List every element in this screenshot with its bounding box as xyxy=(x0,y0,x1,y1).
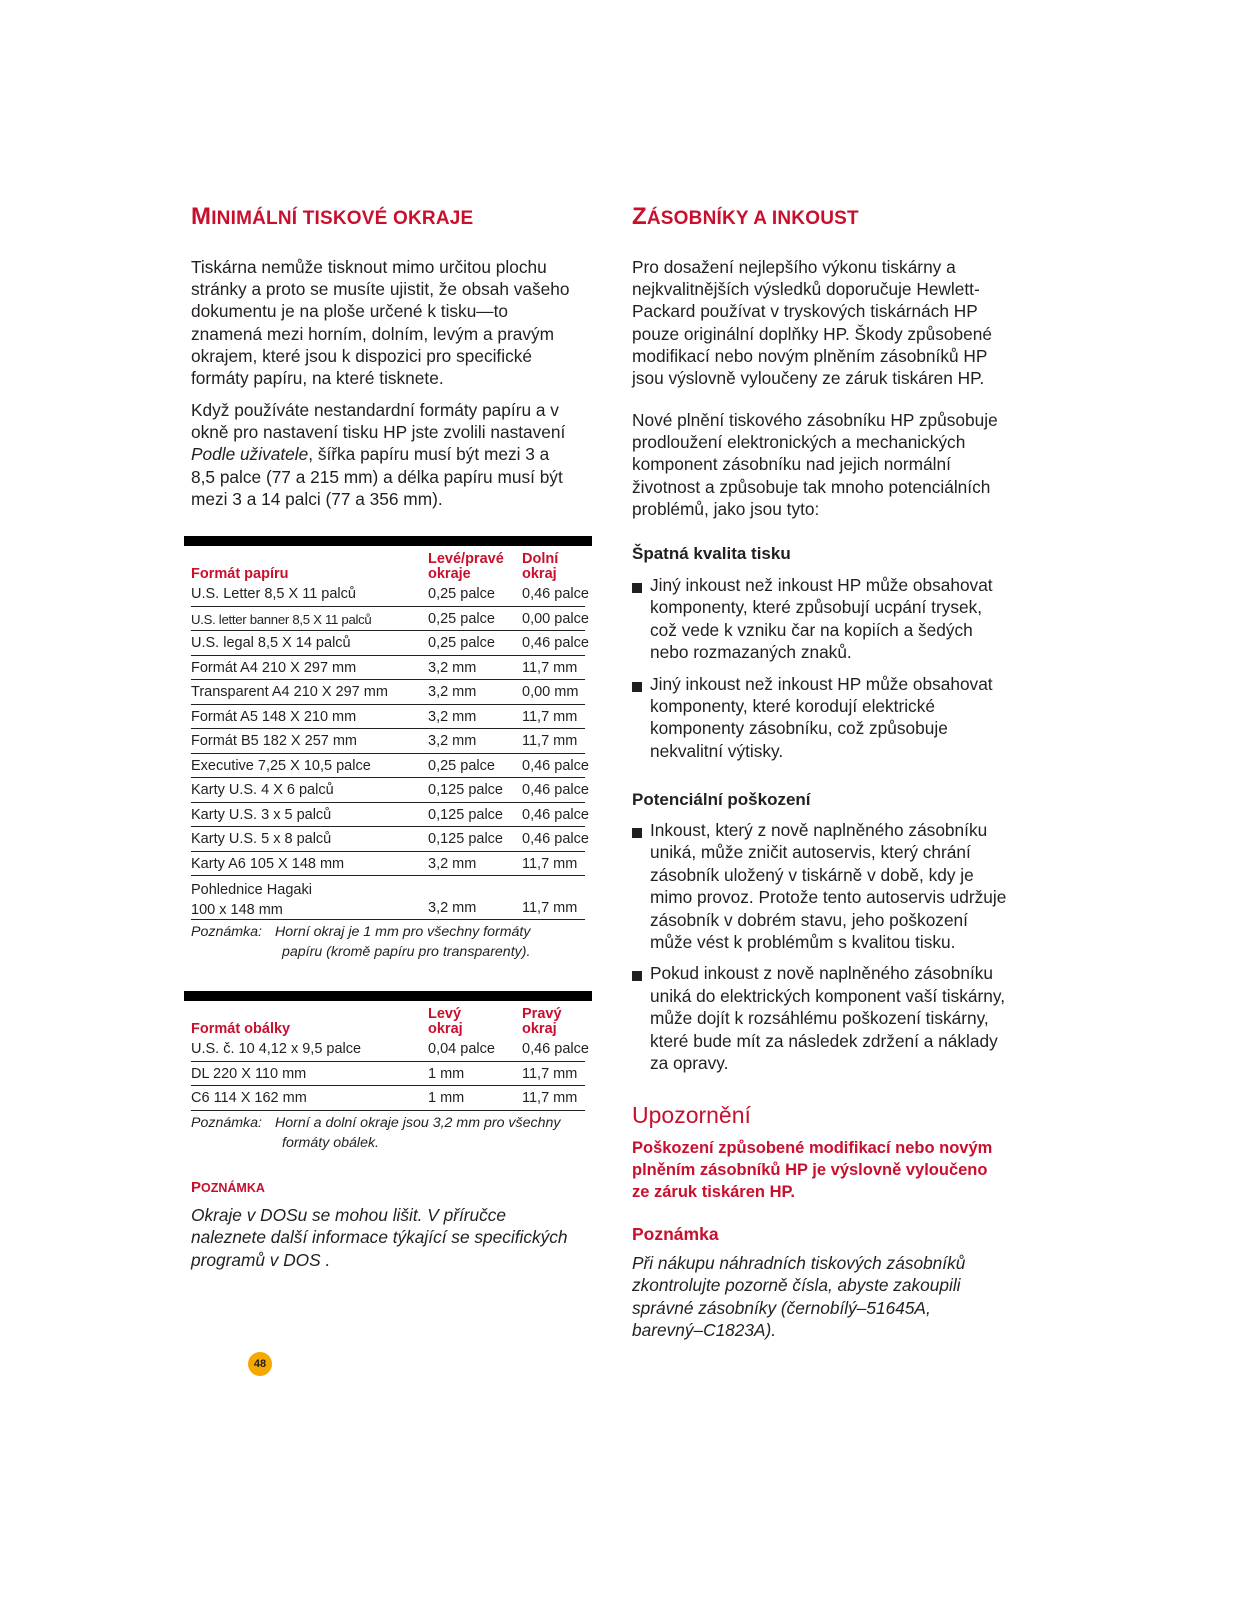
potential-damage-list xyxy=(632,819,1042,1083)
cell-format: Formát A4 210 X 297 mm xyxy=(191,659,357,676)
text-span: , šířka papíru musí být mezi 3 a xyxy=(308,444,550,465)
cell-margin: 11,7 mm xyxy=(522,900,578,916)
bullet-square-icon xyxy=(632,583,642,593)
text-line: modifikací nebo novým plněním zásobníků HP xyxy=(632,345,988,366)
cell-format: Karty U.S. 4 X 6 palců xyxy=(191,782,334,798)
note-line: formáty obálek. xyxy=(282,1134,379,1151)
text-line: nebo rozmazaných znaků. xyxy=(650,642,852,663)
text-line: programů v DOS . xyxy=(191,1249,331,1270)
note-line: Horní a dolní okraje jsou 3,2 mm pro všechny xyxy=(275,1114,561,1131)
text-line: komponenty zásobníku, což způsobuje xyxy=(650,718,948,739)
cell-format: Karty U.S. 5 x 8 palců xyxy=(191,831,332,847)
bullet-square-icon xyxy=(632,828,642,838)
text-line: Když používáte nestandardní formáty papíru a v xyxy=(191,400,559,420)
bullet-square-icon xyxy=(632,682,642,692)
table-header xyxy=(184,1001,592,1037)
cell-margin: 0,46 palce xyxy=(522,782,589,798)
text-line: může dojít k rozsáhlému poškození tiskárny, xyxy=(650,1008,989,1029)
setting-name: Podle uživatele xyxy=(191,444,309,465)
cell-format: Executive 7,25 X 10,5 palce xyxy=(191,757,371,774)
cell-format: U.S. č. 10 4,12 x 9,5 palce xyxy=(191,1041,362,1057)
cell-format: Transparent A4 210 X 297 mm xyxy=(191,684,388,700)
list-item xyxy=(632,574,1042,664)
text-line: Tiskárna nemůže tisknout mimo určitou plochu xyxy=(191,257,547,277)
cell-margin: 0,25 palce xyxy=(428,635,495,651)
text-line: naleznete další informace týkající se specifických xyxy=(191,1227,568,1248)
text-line: uniká do elektrických komponent vaší tiskárny, xyxy=(650,985,1006,1006)
note-line: papíru (kromě papíru pro transparenty). xyxy=(282,944,531,960)
list-item xyxy=(632,673,1042,763)
column-header-format: Formát papíru xyxy=(191,566,289,582)
cell-margin: 0,25 palce xyxy=(428,586,495,602)
table-row xyxy=(184,582,592,607)
table-note xyxy=(184,922,592,962)
text-line: prodloužení elektronických a mechanických xyxy=(632,432,966,453)
text-line: Okraje v DOSu se mohou lišit. V příručce xyxy=(191,1205,507,1225)
table-row xyxy=(184,705,592,730)
text-line: za opravy. xyxy=(650,1053,729,1074)
paper-margins-table xyxy=(184,536,592,962)
text-line: okrajem, které jsou k dispozici pro specifické xyxy=(191,345,532,366)
cell-format: U.S. Letter 8,5 X 11 palců xyxy=(191,586,356,602)
header-line: Levé/pravé xyxy=(428,551,504,567)
header-line: Levý xyxy=(428,1006,462,1022)
cell-format: Karty U.S. 3 x 5 palců xyxy=(191,806,332,823)
column-header-bottom-margin xyxy=(522,552,558,582)
text-line: komponenty, které způsobují ucpání trysek, xyxy=(650,597,983,618)
text-line: Pro dosažení nejlepšího výkonu tiskárny a xyxy=(632,257,956,277)
cell-margin: 3,2 mm xyxy=(428,659,477,676)
table-row xyxy=(184,1062,592,1087)
genuine-supplies-paragraph xyxy=(632,256,992,389)
note-label: Poznámka: xyxy=(191,1114,262,1131)
cell-margin: 1 mm xyxy=(428,1090,465,1106)
text-line: pouze originální doplňky HP. Škody způsobené xyxy=(632,323,992,344)
text-line: Jiný inkoust než inkoust HP může obsahovat xyxy=(650,575,993,595)
text-line: barevný–C1823A). xyxy=(632,1319,777,1340)
section-heading-margins xyxy=(191,203,473,231)
table-row xyxy=(184,876,592,920)
cell-margin: 3,2 mm xyxy=(428,855,477,872)
row-divider xyxy=(191,919,585,920)
text-line: může vést k problémům s kvalitou tisku. xyxy=(650,932,956,953)
column-header-format: Formát obálky xyxy=(191,1021,291,1037)
note-label: Poznámka: xyxy=(191,924,262,940)
heading-rest: ÁSOBNÍKY A INKOUST xyxy=(646,208,859,229)
table-row xyxy=(184,1037,592,1062)
table-row xyxy=(184,827,592,852)
subheading-potential-damage: Potenciální poškození xyxy=(632,790,811,809)
text-line: problémů, jako jsou tyto: xyxy=(632,498,820,519)
text-line: což vede k vzniku čar na kopiích a šedých xyxy=(650,619,973,640)
column-header-left-margin xyxy=(428,1007,463,1037)
text-line: životnost a způsobuje tak mnoho potenciálních xyxy=(632,476,991,497)
table-note xyxy=(184,1113,592,1153)
row-divider xyxy=(191,1110,585,1111)
note-line: Horní okraj je 1 mm pro všechny formáty xyxy=(275,924,531,940)
text-line: Pokud inkoust z nově naplněného zásobníku xyxy=(650,963,993,984)
heading-rest: INIMÁLNÍ TISKOVÉ OKRAJE xyxy=(211,208,474,229)
list-item xyxy=(632,962,1042,1074)
header-line: Dolní xyxy=(522,551,559,567)
cell-format: Formát B5 182 X 257 mm xyxy=(191,733,358,749)
cartridge-note-title: Poznámka xyxy=(632,1224,719,1244)
warning-text xyxy=(632,1137,992,1203)
text-line: plněním zásobníků HP je výslovně vyloučeno xyxy=(632,1161,988,1179)
cell-margin: 0,46 palce xyxy=(522,586,589,602)
page-number-badge: 48 xyxy=(248,1352,272,1376)
print-quality-list xyxy=(632,574,1042,771)
cell-margin: 3,2 mm xyxy=(428,733,477,749)
cell-margin: 11,7 mm xyxy=(522,1065,578,1082)
text-line: Při nákupu náhradních tiskových zásobníků xyxy=(632,1253,966,1273)
intro-paragraph xyxy=(191,256,569,389)
custom-size-paragraph xyxy=(191,399,565,510)
cell-margin: 0,46 palce xyxy=(522,806,589,823)
text-line: stránky a proto se musíte ujistit, že obsah vašeho xyxy=(191,279,570,300)
header-line: okraje xyxy=(428,566,471,582)
text-line: komponenty, které korodují elektrické xyxy=(650,696,935,717)
refill-paragraph xyxy=(632,409,998,520)
text-line: 8,5 palce (77 a 215 mm) a délka papíru musí být xyxy=(191,466,563,487)
cell-margin: 3,2 mm xyxy=(428,708,477,725)
cartridge-note-text xyxy=(632,1252,965,1341)
table-row xyxy=(184,803,592,828)
cell-format: DL 220 X 110 mm xyxy=(191,1065,307,1082)
text-line: mimo provoz. Protože tento autoservis udržuje xyxy=(650,887,1007,908)
text-line: znamená mezi horním, dolním, levým a pravým xyxy=(191,323,555,344)
cell-margin: 0,00 mm xyxy=(522,684,579,700)
text-line: Poškození způsobené modifikací nebo novým xyxy=(632,1139,993,1157)
text-line: uniká, může zničit autoservis, který chrání xyxy=(650,842,971,863)
cell-line: 100 x 148 mm xyxy=(191,902,283,918)
column-header-side-margins xyxy=(428,552,504,582)
cell-margin: 1 mm xyxy=(428,1065,465,1082)
cell-margin: 0,04 palce xyxy=(428,1041,495,1057)
cell-margin: 0,46 palce xyxy=(522,757,589,774)
cell-margin: 0,46 palce xyxy=(522,1041,589,1057)
title-initial: P xyxy=(191,1179,202,1196)
text-line: formáty papíru, na které tisknete. xyxy=(191,368,444,389)
header-line: Pravý xyxy=(522,1006,562,1022)
cell-format: U.S. legal 8,5 X 14 palců xyxy=(191,635,351,651)
cell-margin: 0,25 palce xyxy=(428,610,495,627)
table-row xyxy=(184,607,592,632)
table-row xyxy=(184,729,592,754)
cell-margin: 0,46 palce xyxy=(522,831,589,847)
text-line: které bude mít za následek zdržení a náklady xyxy=(650,1030,998,1051)
header-line: okraj xyxy=(522,1021,557,1037)
header-line: okraj xyxy=(522,566,557,582)
table-row xyxy=(184,852,592,877)
heading-initial: M xyxy=(191,203,212,230)
title-rest: OZNÁMKA xyxy=(201,1181,265,1195)
column-header-right-margin xyxy=(522,1007,562,1037)
table-top-bar xyxy=(184,536,592,546)
text-line: Inkoust, který z nově naplněného zásobníku xyxy=(650,820,988,840)
cell-line: Pohlednice Hagaki xyxy=(191,882,312,898)
text-line: jsou výslovně vyloučeny ze záruk tiskáren HP. xyxy=(632,368,985,389)
list-item xyxy=(632,819,1042,953)
text-line: Jiný inkoust než inkoust HP může obsahovat xyxy=(650,673,993,694)
cell-margin: 11,7 mm xyxy=(522,1090,578,1106)
cell-format: U.S. letter banner 8,5 X 11 palců xyxy=(191,611,372,627)
cell-margin: 0,125 palce xyxy=(428,806,503,823)
warning-title: Upozornění xyxy=(632,1102,751,1128)
table-row xyxy=(184,754,592,779)
text-line: zásobník uložený v tiskárně v době, kdy je xyxy=(650,864,974,885)
cell-format: Karty A6 105 X 148 mm xyxy=(191,855,345,872)
text-line: komponent zásobníku nad jejich normální xyxy=(632,454,951,475)
cell-format: C6 114 X 162 mm xyxy=(191,1090,307,1106)
header-line: okraj xyxy=(428,1021,463,1037)
cell-margin: 0,125 palce xyxy=(428,831,503,847)
text-line xyxy=(191,443,565,465)
text-line: mezi 3 a 14 palci (77 a 356 mm). xyxy=(191,488,443,509)
table-row xyxy=(184,656,592,681)
cell-margin: 0,125 palce xyxy=(428,782,503,798)
subheading-print-quality: Špatná kvalita tisku xyxy=(632,544,791,563)
table-header xyxy=(184,546,592,582)
section-heading-cartridges xyxy=(632,203,859,231)
cell-margin: 11,7 mm xyxy=(522,659,578,676)
text-line: zásobník v dobrém stavu, jeho poškození xyxy=(650,909,968,930)
text-line: nekvalitní výtisky. xyxy=(650,740,784,761)
heading-initial: Z xyxy=(632,203,647,230)
text-line: správné zásobníky (černobílý–51645A, xyxy=(632,1297,931,1318)
cell-margin: 11,7 mm xyxy=(522,855,578,872)
dos-note-title xyxy=(191,1179,265,1197)
text-line: zkontrolujte pozorně čísla, abyste zakoupili xyxy=(632,1275,961,1296)
envelope-margins-table xyxy=(184,991,592,1153)
cell-format xyxy=(191,880,312,920)
table-row xyxy=(184,778,592,803)
cell-margin: 11,7 mm xyxy=(522,708,578,725)
table-top-bar xyxy=(184,991,592,1001)
table-row xyxy=(184,631,592,656)
table-row xyxy=(184,1086,592,1111)
bullet-square-icon xyxy=(632,971,642,981)
dos-note-text xyxy=(191,1204,568,1271)
text-line: okně pro nastavení tisku HP jste zvolili nastavení xyxy=(191,422,566,443)
cell-margin: 11,7 mm xyxy=(522,733,578,749)
text-line: nejkvalitnějších výsledků doporučuje Hewlett- xyxy=(632,279,980,300)
cell-margin: 3,2 mm xyxy=(428,900,477,916)
cell-margin: 0,00 palce xyxy=(522,610,589,627)
table-row xyxy=(184,680,592,705)
cell-format: Formát A5 148 X 210 mm xyxy=(191,708,357,725)
text-line: Packard používat v tryskových tiskárnách HP xyxy=(632,301,978,322)
cell-margin: 0,25 palce xyxy=(428,757,495,774)
text-line: Nové plnění tiskového zásobníku HP způsobuje xyxy=(632,410,998,430)
text-line: dokumentu je na ploše určené k tisku—to xyxy=(191,301,509,322)
cell-margin: 3,2 mm xyxy=(428,684,477,700)
cell-margin: 0,46 palce xyxy=(522,635,589,651)
text-line: ze záruk tiskáren HP. xyxy=(632,1183,795,1201)
